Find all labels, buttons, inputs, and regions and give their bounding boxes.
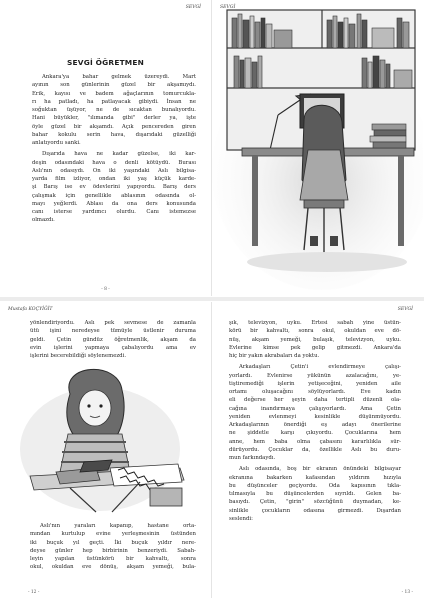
text-line: işlerini becerebildiği söylenemezdi. xyxy=(30,353,127,359)
page-13 xyxy=(212,302,423,598)
text-line: canı isterse yardımcı olurdu. Canı istemezse xyxy=(32,209,196,215)
text-line: şık, televizyon, uyku. Ertesi sabah yine üstün- xyxy=(229,320,401,326)
illustration-girl-at-computer xyxy=(212,0,423,296)
text-line: Aslı'nın odasıydı. On iki yaşındaki Aslı bilgisa- xyxy=(32,167,196,174)
body-text xyxy=(30,319,196,360)
running-head: Mustafa KOÇYİĞİT xyxy=(8,307,53,312)
running-head: SEVGİ xyxy=(220,5,236,10)
text-line: ne şiddetle karşı çıkıyordu. Çocuklarına hem xyxy=(229,430,401,437)
bottom-spread xyxy=(0,302,424,598)
body-text xyxy=(30,522,196,572)
text-line: nüş, akşam yemeği, bulaşık, televizyon, uyku. xyxy=(229,336,401,343)
text-line: ekranına bakarken kafasından yıldırım hızıyla xyxy=(229,474,401,481)
text-line: tılmasıyla bu düşüncelerden sıyrıldı. Gelen ba- xyxy=(229,491,401,497)
text-line: geldi. Çetin gündüz öğretmenlik, akşam da xyxy=(30,336,196,343)
text-line: soğuktan üşüyor, ne de sıcaktan bunalıyordu. xyxy=(32,107,196,113)
text-line: cağına inandırmaya çalışıyorlardı. Ama Çetin xyxy=(229,405,401,412)
text-line: mından kurtulup evine yerleşmesinin üstünden xyxy=(30,531,196,538)
text-line: okul, okuldan eve dönüş, akşam yemeği, bula- xyxy=(30,564,196,571)
text-line: hiç bir yakın akrabaları da yoktu. xyxy=(229,353,320,359)
page-12 xyxy=(0,302,211,598)
text-line: deşin odasındaki hava o denli kötüydü. Burası xyxy=(32,159,196,166)
text-line: Aslı odasında, boş bir ekranın önündeki bilgisayar xyxy=(239,466,401,473)
page-number: - 8 - xyxy=(101,287,110,292)
running-head: SEVGİ xyxy=(185,5,201,10)
text-line: sinlikle çocukların odasına girmezdi. Dışardan xyxy=(229,507,401,514)
body-text xyxy=(32,73,196,225)
text-line: yorlardı. Evlenirse yükünün azalacağını, ye- xyxy=(229,372,401,379)
text-line: şi Barış ise ev ödevlerini yapıyordu. Barış ders xyxy=(32,184,196,191)
text-line: Ankara'ya bahar gelmek üzereydi. Mart xyxy=(42,74,196,80)
top-spread xyxy=(0,0,424,296)
text-line: Dışarıda hava ne kadar güzelse, iki kar- xyxy=(42,151,196,158)
text-line: ütü işini neredeyse tümüyle üstlenir duruma xyxy=(30,328,196,335)
text-line: olmazdı. xyxy=(32,217,55,224)
page-8 xyxy=(0,0,211,296)
page-number: - 13 - xyxy=(401,590,413,595)
text-line: çalışmak için genellikle ablasının odasında ol- xyxy=(32,192,196,199)
text-line: Evlerine kimse pek gelip gitmezdi. Ankara'da xyxy=(229,344,401,351)
illustration-girl-ironing xyxy=(0,364,211,514)
text-line: mayı yeğlerdi. Ablası da ona ders konusunda xyxy=(32,200,196,207)
text-line: deyse günler hep birbirinin benzeriydi. Sabah- xyxy=(30,547,196,554)
text-line: anne, hem baba olma çabasını kararlılıkla sür- xyxy=(229,438,401,445)
text-line: dürüyordu. Çocuklar da, özellikle Aslı bu duru- xyxy=(229,446,401,453)
text-line: ortamı oluşacağını söylüyorlardı. Eve kadın xyxy=(229,389,401,395)
page-number: - 12 - xyxy=(28,590,40,595)
text-line: öyle güzel bir akşamdı. Açık pencereden giren xyxy=(32,123,196,130)
text-line: Arkadaşları Çetin'i evlendirmeye çalışı- xyxy=(239,364,401,371)
text-line: eli değerse her şeyin daha tertipli düzenli ola- xyxy=(229,397,401,404)
text-line: leyin yapılan üstünkörü bir kahvaltı, sonra xyxy=(30,556,196,562)
text-line: seslendi: xyxy=(229,515,253,522)
text-line: iki buçuk yıl geçti. İki buçuk yıldır nere- xyxy=(30,539,196,546)
text-line: Hani büyükler, "ılımanda gibi" derler ya, işte xyxy=(32,115,196,122)
page-9 xyxy=(212,0,423,296)
text-line: Arkadaşlarının önerdiği eş adayı önerilerine xyxy=(229,422,401,428)
spread-divider xyxy=(0,297,424,301)
text-line: ayının son günlerinin güzel bir akşamıydı. xyxy=(32,82,196,89)
running-head: SEVGİ xyxy=(397,307,413,312)
text-line: yönlendiriyordu. Aslı pek sevmese de zamanla xyxy=(30,320,196,326)
text-line: Erik, kayısı ve badem ağaçlarının tomurcukla- xyxy=(32,90,196,97)
text-line: basıydı. Çetin, "girin" sözcüğünü duymadan, ke- xyxy=(229,499,401,506)
text-line: bahar kokulu serin hava, dışarıdaki güzelliği xyxy=(32,131,196,138)
text-line: mun farkındaydı. xyxy=(229,455,276,461)
text-line: yarda film izliyor, ondan iki yaş küçük karde- xyxy=(32,176,196,182)
text-line: körü bir kahvaltı, sonra okul, okuldan eve dö- xyxy=(229,328,401,335)
text-line: tiştiremediği işlerin yetişeceğini, yeniden aile xyxy=(229,380,401,387)
text-line: anlatıyordu sanki. xyxy=(32,140,81,146)
body-text xyxy=(229,319,401,523)
text-line: bu düşünceler geçiyordu. Oda kapısının tıkla- xyxy=(229,482,401,489)
text-line: rı ha patladı, ha patlayacak gibiydi. İnsan ne xyxy=(32,98,196,105)
text-line: yeniden evlenmeyi kesinlikle düşünmüyordu. xyxy=(229,413,401,420)
text-line: Aslı'nın yaraları kapanıp, hastane orta- xyxy=(40,523,196,529)
chapter-title: SEVGİ ÖĞRETMEN xyxy=(67,58,144,67)
text-line: evin işlerini yapmaya çabalıyordu ama ev xyxy=(30,344,196,351)
